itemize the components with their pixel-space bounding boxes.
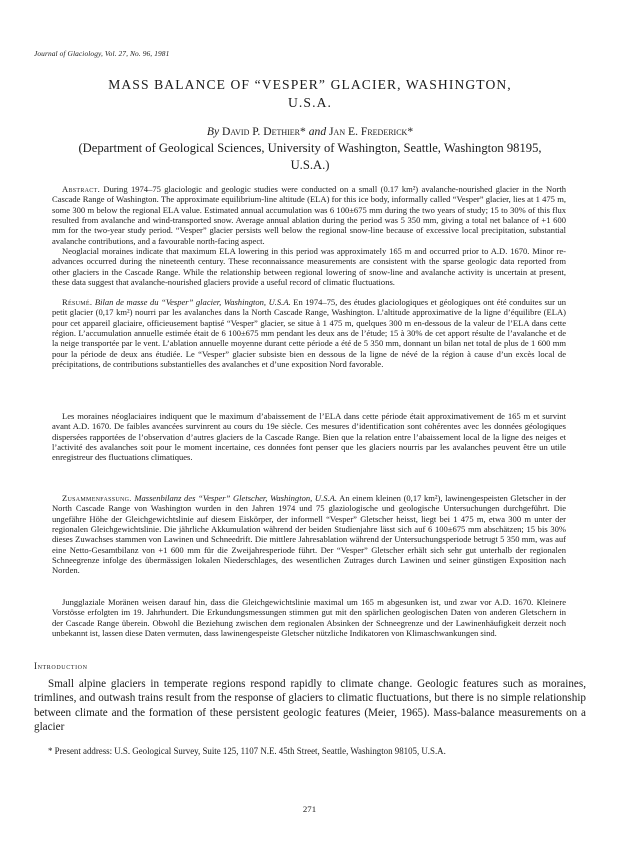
zusammen-p2-text: Jungglaziale Moränen weisen darauf hin, dass die Gleichgewichtslinie maximal um 165 m abgesunken ist, und zwar vor A.D. 1670. Kleinere Vorstösse erfolgten im 19. Jahrhundert. Die Erkundungsmessungen stimmen gut mit den spärlichen geologischen Daten von anderen Gletschern in der Cascade Range überein. Obwohl die Beziehung zwischen dem regionalen Absinken der Schneegrenze und der Lawinenhäufigkeit derzeit noch unbekannt ist, lassen diese Daten vermuten, dass lawinengespeiste Gletscher nützliche Indikatoren von Klimaschwankungen sind. [52,597,566,639]
resume-p1-text: En 1974–75, des études glaciologiques et géologiques ont été conduites sur un petit glacier (0,17 km²) nourri par les avalanches dans la North Cascade Range, Washington. L’altitude approximative de la ligne d’équilibre (ELA) pour cet appareil glaciaire, officieusement baptisé “Vesper” glacier, se situe à 1 475 m, quelques 300 m en-dessous de la valeur de l’ELA dans cette région. L’accumulation annuelle estimée était de 6 100±675 mm pendant les deux ans de l’étude; 15 à 30% de cet apport résulte de l’avalanche et de la neige transportée par le vent. L’ablation annuelle moyenne durant cette période a été de 5 350 mm, donnant un bilan net total de plus de 1 600 mm pour la période de deux ans étudiée. Le “Vesper” glacier subsiste bien en dessous de la ligne de névé de la région à cause d’un excès local de précipitations, de contributions substantielles des avalanches et d’une exposition Nord favorable. [52,297,567,370]
zusammen-heading: Zusammenfassung. [62,493,132,503]
affiliation [34,140,586,173]
footnote [34,746,586,757]
author-1: David P. Dethier* [222,125,306,138]
affiliation-line-2: U.S.A.) [290,157,330,172]
title-line-1: MASS BALANCE OF “VESPER” GLACIER, WASHINGTON, [108,77,512,92]
abstract-p2-text: Neoglacial moraines indicate that maximum ELA lowering in this period was approximately 165 m and occurred prior to A.D. 1670. Minor re-advances occurred during the nineteenth century. These reconnaissance measurements are consistent with the sparse geologic data reported from other glaciers in the Cascade Range. While the relationship between regional lowering of snow-line and avalanche activity is uncertain at present, these data suggest that avalanche-nourished glaciers provide a useful record of climatic fluctuations. [52,246,566,288]
resume-title: Bilan de masse du “Vesper” glacier, Washington, U.S.A. [94,297,291,307]
footnote-text: * Present address: U.S. Geological Survey, Suite 125, 1107 N.E. 45th Street, Seattle, Washington 98105, U.S.A. [48,746,446,756]
journal-citation: Journal of Glaciology, Vol. 27, No. 96, 1981 [34,49,170,58]
introduction-heading: Introduction [34,661,88,671]
abstract-p1-text: During 1974–75 glaciologic and geologic studies were conducted on a small (0.17 km²) avalanche-nourished glacier in the North Cascade Range of Washington. The approximate equilibrium-line altitude (ELA) for this ice body, informally called “Vesper” glacier, lies at 1 475 m, some 300 m below the regional ELA value. Estimated annual accumulation was 6 100±675 mm during the two years of study; 15 to 30% of this flux resulted from avalanche and wind-transported snow. Average annual ablation during the period was 5 350 mm, giving a total net balance of +1 600 mm for the two-year study period. “Vesper” glacier persists well below the regional snow-line because of excessive local precipitation, substantial avalanche contributions, and a favourable north-facing aspect. [52,184,566,246]
author-and: and [308,125,327,138]
author-by: By [206,125,220,138]
zusammen-title: Massenbilanz des “Vesper” Gletscher, Washington, U.S.A. [134,493,337,503]
title-line-2: U.S.A. [288,95,332,110]
abstract-en-p2 [52,246,566,287]
resume-p2-text: Les moraines néoglaciaires indiquent que le maximum d’abaissement de l’ELA dans cette période était approximativement de 165 m et survint avant A.D. 1670. De faibles avancées survinrent au cours du 19e siècle. Ces mesures d’identification sont cohérentes avec les données géologiques dispersées rapportées de l’observation d’autres glaciers de la Cascade Range. Bien que la relation entre l’abaissement local de la ligne des neiges et l’activité des avalanches soit pour le moment incertaine, ces données font penser que les glaciers nourris par les avalanches peuvent être un utile enregistreur des fluctuations climatiques. [52,411,566,463]
resume-heading: Résumé. [62,297,93,307]
zusammen-p1-text: An einem kleinen (0,17 km²), lawinengespeisten Gletscher in der North Cascade Range von Washington wurden in den Jahren 1974 und 75 glaziologische und geologische Untersuchungen durchgeführt. Die ungefähre Höhe der Gleichgewichtslinie auf diesem Eiskörper, der informell “Vesper” Gletscher heisst, liegt bei 1 475 m, etwa 300 m unter der regionalen Gleichgewichtslinie. Die jährliche Akkumulation während der beiden Studienjahre lässt sich auf 6 100±675 mm abschätzen; 15 bis 30% dieses Zuwachses stammen von Lawinen und Schneedrift. Die mittlere Jahresablation während der Untersuchungsperiode betrugt 5 350 mm, was auf eine Netto-Gesamtbilanz von +1 600 mm für die Zweijahresperiode führt. Der “Vesper” Gletscher erhält sich sehr gut unterhalb der regionalen Schneegrenze infolge des übermässigen lokalen Niederschlages, des wesentlichen Zutrages durch Lawinen und seiner günstigen Exposition nach Norden. [52,493,567,576]
zusammen-de-p1 [52,493,566,576]
affiliation-line-1: (Department of Geological Sciences, University of Washington, Seattle, Washington 98195, [78,141,542,155]
introduction-text [34,677,586,735]
abstract-en-p1 [52,184,566,246]
resume-fr-p1 [52,297,566,369]
page-number: 271 [302,804,317,814]
introduction-body: Small alpine glaciers in temperate regions respond rapidly to climate change. Geologic features such as moraines, trimlines, and outwash trains result from the response of glaciers to climatic fluctuations, but there is no simple relationship between climate and the formation of these persistent geologic features (Meier, 1965). Mass-balance measurements on a glacier [34,678,586,734]
resume-fr-p2 [52,411,566,463]
zusammen-de-p2 [52,597,566,638]
author-line [34,124,586,139]
article-title [34,76,586,112]
author-2: Jan E. Frederick* [329,125,414,138]
abstract-heading: Abstract. [62,184,101,194]
